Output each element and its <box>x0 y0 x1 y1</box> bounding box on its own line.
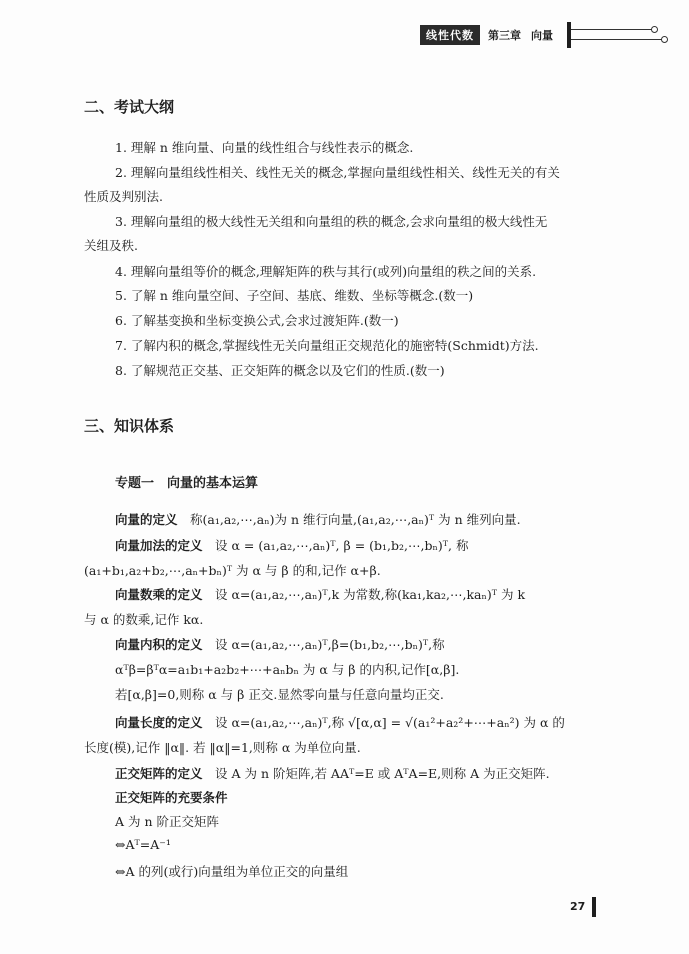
term-vector-addition: 向量加法的定义 <box>115 538 203 553</box>
term-orthogonal-matrix: 正交矩阵的定义 <box>115 766 203 781</box>
syllabus-item-8: 8. 了解规范正交基、正交矩阵的概念以及它们的性质.(数一) <box>115 363 445 378</box>
section-title-knowledge: 三、知识体系 <box>84 417 175 435</box>
section-title-syllabus: 二、考试大纲 <box>84 98 175 116</box>
content-line-1: 向量的定义 称(a₁,a₂,⋯,aₙ)为 n 维行向量,(a₁,a₂,⋯,aₙ)ᵀ 为 n 维列向量. <box>115 512 521 527</box>
page-number: 27 <box>570 900 586 913</box>
content-line-10: 长度(模),记作 ‖α‖. 若 ‖α‖=1,则称 α 为单位向量. <box>84 740 361 755</box>
page-number-bar <box>592 897 596 917</box>
syllabus-item-2: 2. 理解向量组线性相关、线性无关的概念,掌握向量组线性相关、线性无关的有关 <box>115 165 560 180</box>
content-line-5: 与 α 的数乘,记作 kα. <box>84 612 204 627</box>
content-line-14: ⇔Aᵀ=A⁻¹ <box>115 837 171 852</box>
term-vector-definition: 向量的定义 <box>115 512 178 527</box>
content-line-7: αᵀβ=βᵀα=a₁b₁+a₂b₂+⋯+aₙbₙ 为 α 与 β 的内积,记作[α,β]. <box>115 662 460 677</box>
topic-title: 专题一 向量的基本运算 <box>115 476 259 491</box>
syllabus-item-1: 1. 理解 n 维向量、向量的线性组合与线性表示的概念. <box>115 140 414 155</box>
syllabus-item-3: 3. 理解向量组的极大线性无关组和向量组的秩的概念,会求向量组的极大线性无 <box>115 214 548 229</box>
content-line-6: 向量内积的定义 设 α=(a₁,a₂,⋯,aₙ)ᵀ,β=(b₁,b₂,⋯,bₙ)ᵀ,称 <box>115 637 445 652</box>
header-book-title: 线性代数 <box>420 25 480 45</box>
content-line-4: 向量数乘的定义 设 α=(a₁,a₂,⋯,aₙ)ᵀ,k 为常数,称(ka₁,ka₂,⋯,kaₙ)ᵀ 为 k <box>115 587 526 602</box>
content-line-8: 若[α,β]=0,则称 α 与 β 正交.显然零向量与任意向量均正交. <box>115 687 444 702</box>
content-line-13: A 为 n 阶正交矩阵 <box>115 814 219 829</box>
content-line-11: 正交矩阵的定义 设 A 为 n 阶矩阵,若 AAᵀ=E 或 AᵀA=E,则称 A 为正交矩阵. <box>115 766 550 781</box>
content-line-12 <box>115 788 228 806</box>
term-inner-product: 向量内积的定义 <box>115 637 203 652</box>
syllabus-item-5: 5. 了解 n 维向量空间、子空间、基底、维数、坐标等概念.(数一) <box>115 288 474 303</box>
term-vector-length: 向量长度的定义 <box>115 715 203 730</box>
content-line-9: 向量长度的定义 设 α=(a₁,a₂,⋯,aₙ)ᵀ,称 √[α,α] = √(a₁²+a₂²+⋯+aₙ²) 为 α 的 <box>115 715 565 730</box>
content-line-2: 向量加法的定义 设 α = (a₁,a₂,⋯,aₙ)ᵀ, β = (b₁,b₂,⋯,bₙ)ᵀ, 称 <box>115 538 469 553</box>
running-header <box>420 24 667 46</box>
header-decoration <box>567 24 667 46</box>
syllabus-item-4: 4. 理解向量组等价的概念,理解矩阵的秩与其行(或列)向量组的秩之间的关系. <box>115 264 537 279</box>
content-line-15: ⇔A 的列(或行)向量组为单位正交的向量组 <box>115 864 349 879</box>
syllabus-item-2-cont: 性质及判别法. <box>84 189 163 204</box>
syllabus-item-7: 7. 了解内积的概念,掌握线性无关向量组正交规范化的施密特(Schmidt)方法. <box>115 338 539 353</box>
content-line-3: (a₁+b₁,a₂+b₂,⋯,aₙ+bₙ)ᵀ 为 α 与 β 的和,记作 α+β. <box>84 563 381 578</box>
header-chapter: 第三章 <box>488 29 521 42</box>
syllabus-item-3-cont: 关组及秩. <box>84 238 138 253</box>
syllabus-item-6: 6. 了解基变换和坐标变换公式,会求过渡矩阵.(数一) <box>115 313 399 328</box>
term-orthogonal-condition: 正交矩阵的充要条件 <box>115 790 228 805</box>
header-section: 向量 <box>531 29 553 42</box>
term-scalar-multiplication: 向量数乘的定义 <box>115 587 203 602</box>
